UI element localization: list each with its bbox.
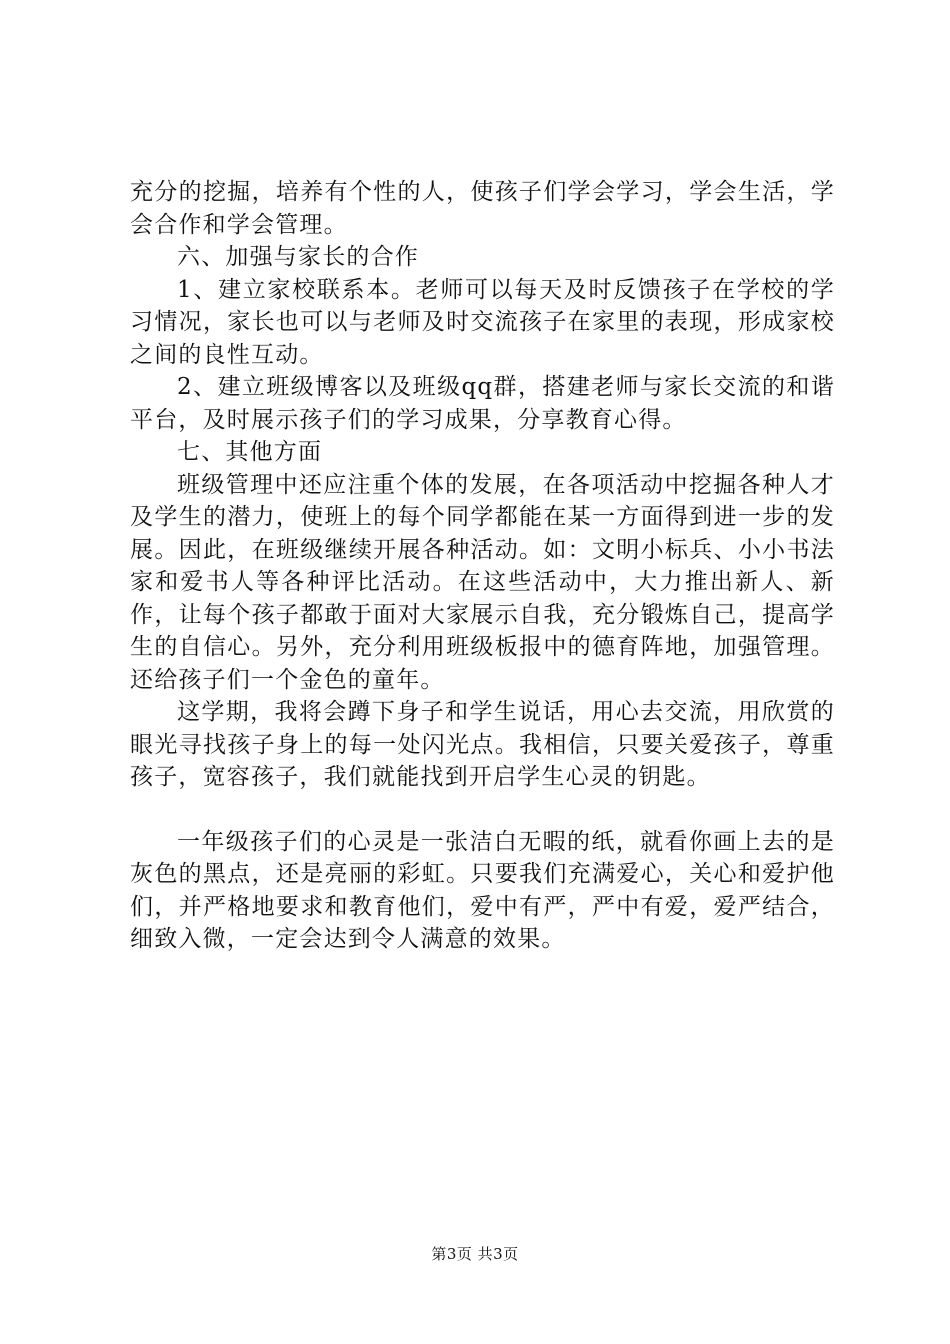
document-body	[130, 176, 835, 956]
paragraph-this-semester: 这学期，我将会蹲下身子和学生说话，用心去交流，用欣赏的眼光寻找孩子身上的每一处闪光点。我相信，只要关爱孩子，尊重孩子，宽容孩子，我们就能找到开启学生心灵的钥匙。	[130, 699, 835, 790]
section-heading-other-aspects: 七、其他方面	[177, 439, 323, 465]
paragraph-continuation: 充分的挖掘，培养有个性的人，使孩子们学会学习，学会生活，学会合作和学会管理。	[130, 179, 835, 238]
paragraph-individual-development: 班级管理中还应注重个体的发展，在各项活动中挖掘各种人才及学生的潜力，使班上的每个同学都能在某一方面得到进一步的发展。因此，在班级继续开展各种活动。如：文明小标兵、小小书法家和爱书人等各种评比活动。在这些活动中，大力推出新人、新作，让每个孩子都敢于面对大家展示自我，充分锻炼自己，提高学生的自信心。另外，充分利用班级板报中的德育阵地，加强管理。还给孩子们一个金色的童年。	[130, 471, 835, 693]
paragraph-class-blog: 2、建立班级博客以及班级qq群，搭建老师与家长交流的和谐平台，及时展示孩子们的学习成果，分享教育心得。	[130, 374, 835, 433]
paragraph-contact-book: 1、建立家校联系本。老师可以每天及时反馈孩子在学校的学习情况，家长也可以与老师及时交流孩子在家里的表现，形成家校之间的良性互动。	[130, 276, 835, 368]
section-heading-parent-cooperation: 六、加强与家长的合作	[177, 244, 419, 270]
page-footer: 第3页 共3页	[431, 1245, 519, 1263]
paragraph-conclusion: 一年级孩子们的心灵是一张洁白无暇的纸，就看你画上去的是灰色的黑点，还是亮丽的彩虹。只要我们充满爱心，关心和爱护他们，并严格地要求和教育他们，爱中有严，严中有爱，爱严结合，细致入微，一定会达到令人满意的效果。	[130, 828, 835, 952]
